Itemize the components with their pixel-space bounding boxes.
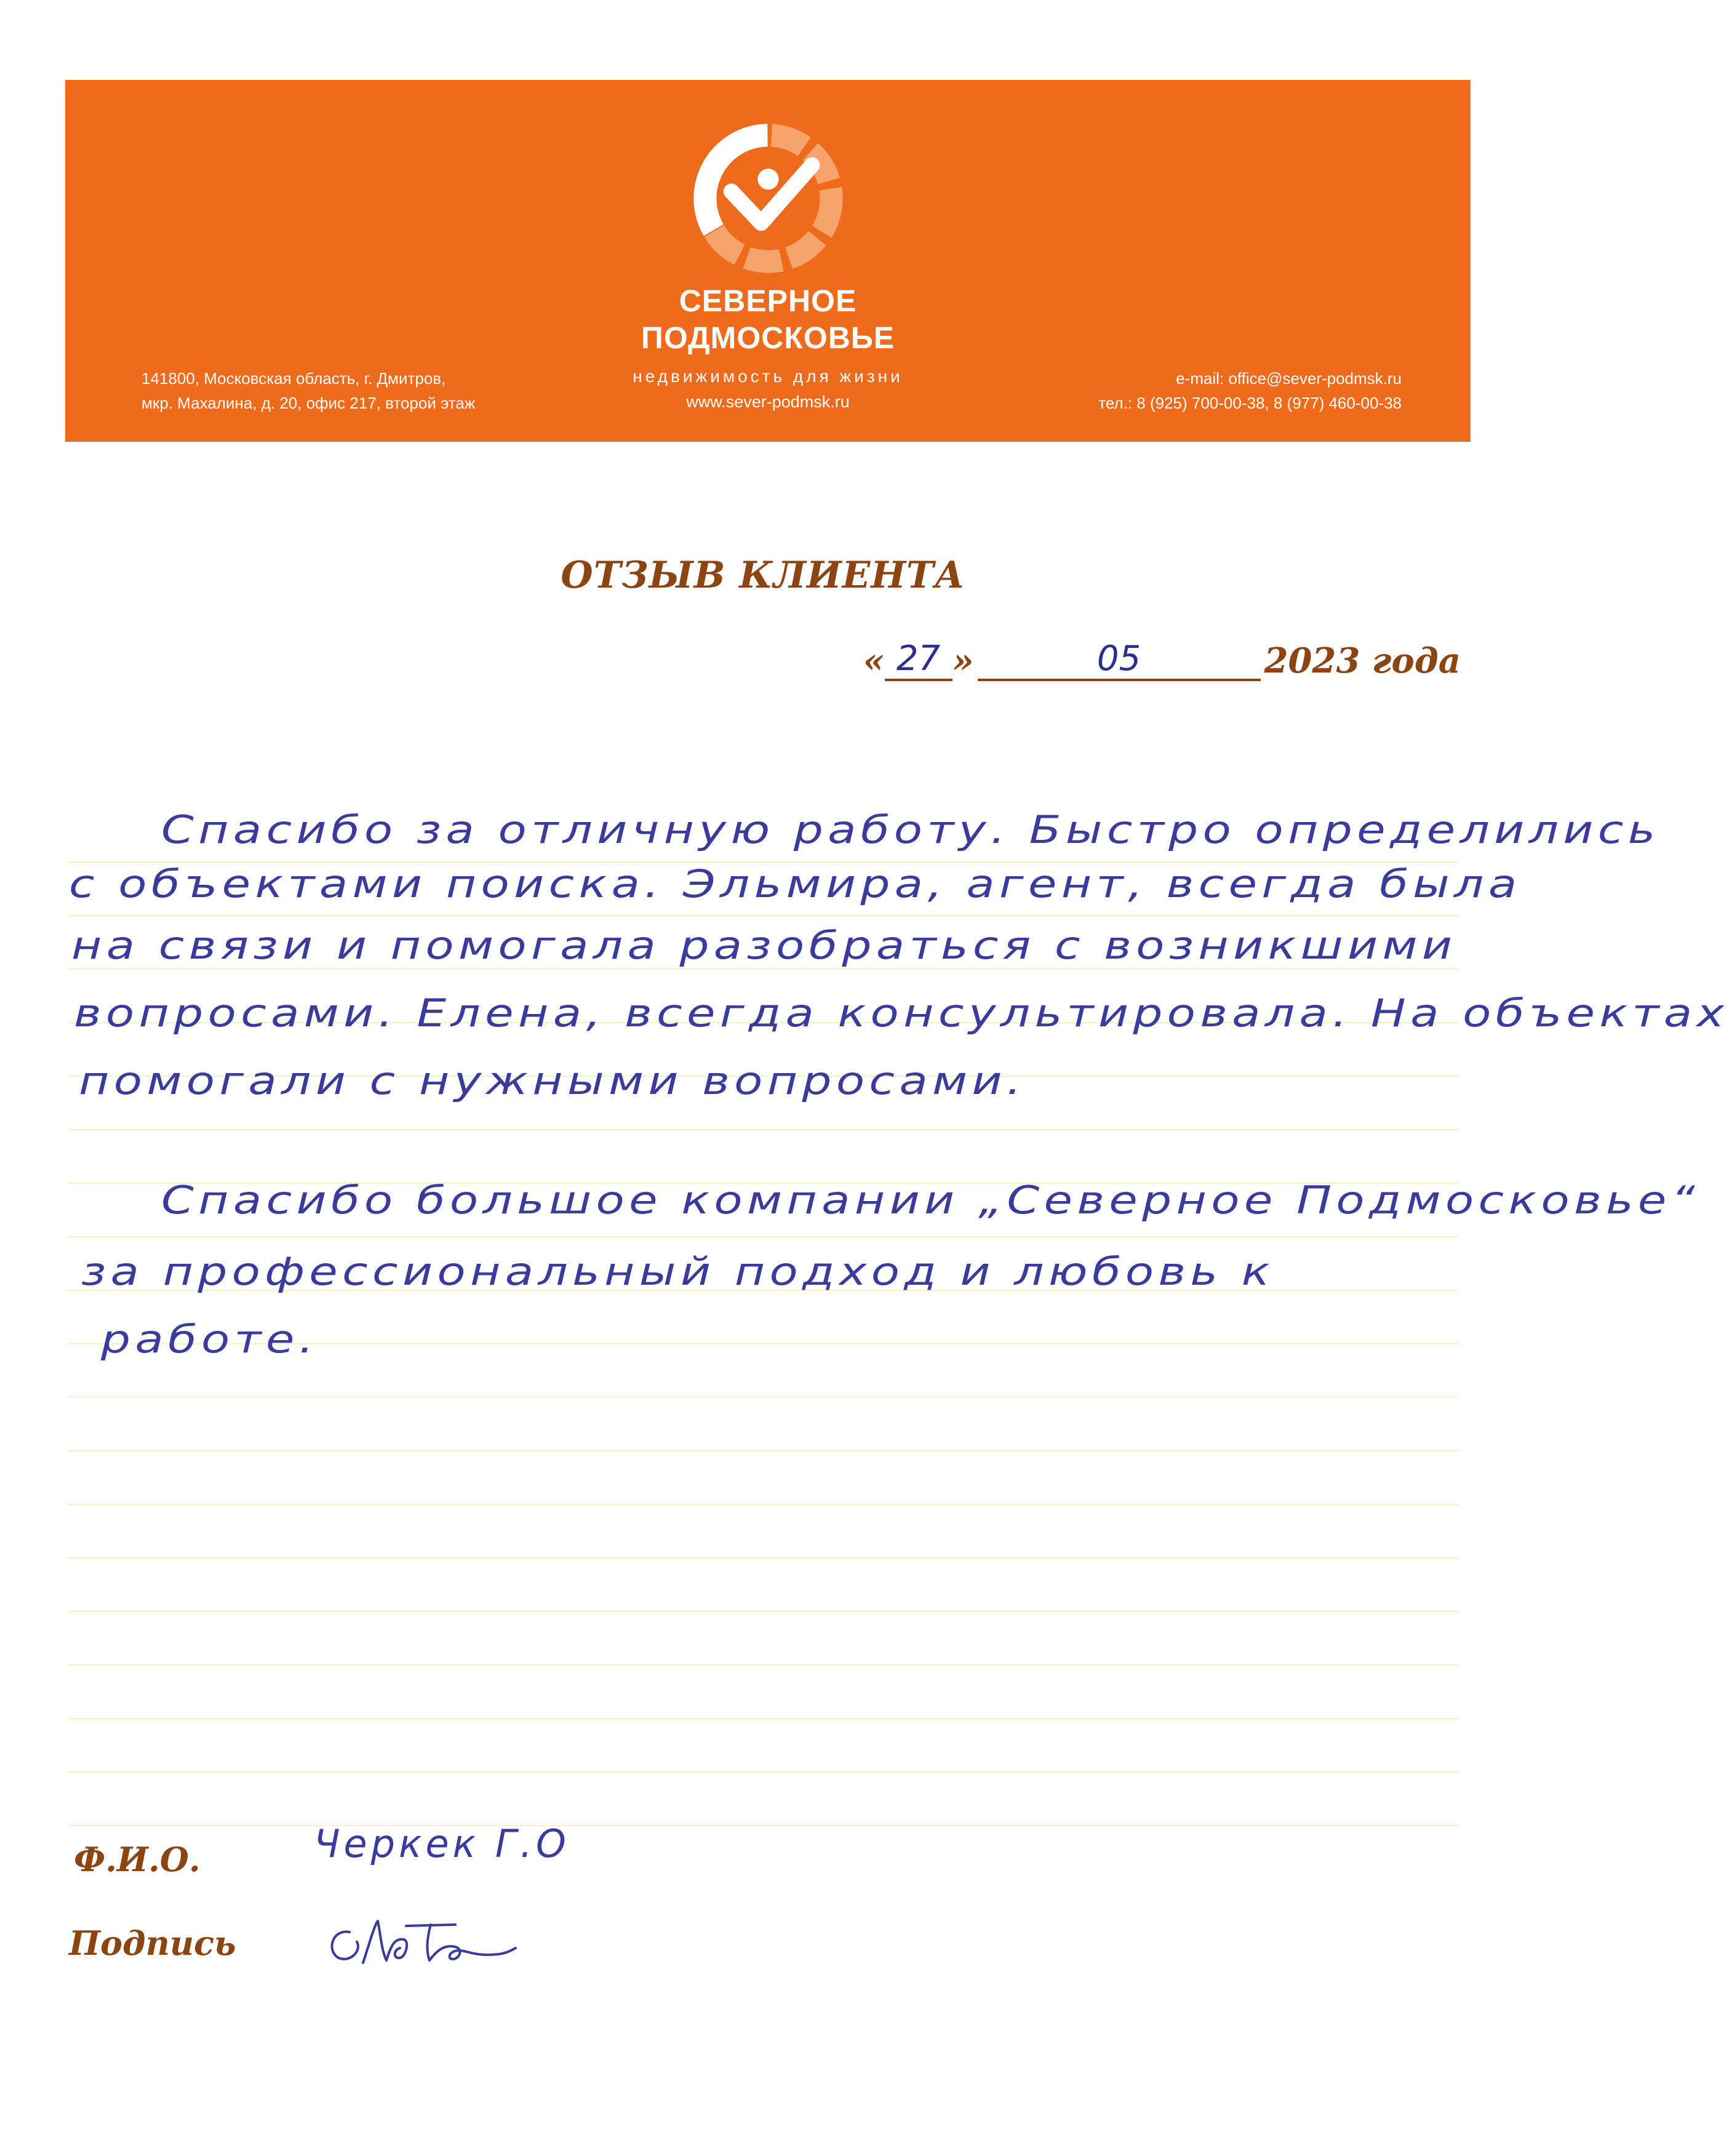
signature-label: Подпись bbox=[69, 1923, 236, 1963]
document-date bbox=[863, 639, 1461, 681]
email-line: e-mail: office@sever-podmsk.ru bbox=[1176, 369, 1402, 388]
date-month: 05 bbox=[978, 639, 1261, 681]
website-link: www.sever-podmsk.ru bbox=[686, 393, 850, 411]
ruled-line bbox=[68, 1236, 1458, 1237]
address-line-1: 141800, Московская область, г. Дмитров, bbox=[142, 369, 446, 388]
company-contacts bbox=[1098, 366, 1402, 415]
ruled-line bbox=[68, 1664, 1458, 1666]
brand-name-line1: СЕВЕРНОЕ bbox=[679, 284, 857, 318]
review-line-7: за профессиональный подход и любовь к bbox=[81, 1249, 1274, 1294]
review-line-5: помогали с нужными вопросами. bbox=[79, 1058, 1026, 1103]
ruled-line bbox=[68, 1611, 1458, 1612]
handwritten-signature-icon bbox=[314, 1907, 523, 1975]
review-line-2: с объектами поиска. Эльмира, агент, всегда была bbox=[69, 861, 1522, 906]
company-logo-icon bbox=[681, 111, 856, 286]
review-line-4: вопросами. Елена, всегда консультировала. На объектах bbox=[74, 991, 1729, 1036]
fio-label: Ф.И.О. bbox=[74, 1840, 201, 1879]
brand-name-line2: ПОДМОСКОВЬЕ bbox=[641, 321, 895, 355]
ruled-line bbox=[68, 1450, 1458, 1451]
review-line-3: на связи и помогала разобраться с возникшими bbox=[71, 923, 1457, 968]
date-close-quote: » bbox=[952, 641, 974, 681]
date-year: 2023 года bbox=[1264, 641, 1461, 681]
ruled-line bbox=[68, 1718, 1458, 1719]
phone-line: тел.: 8 (925) 700-00-38, 8 (977) 460-00-38 bbox=[1098, 394, 1402, 412]
ruled-line bbox=[68, 1771, 1458, 1773]
review-line-6: Спасибо большое компании „Северное Подмосковье“ bbox=[161, 1178, 1700, 1223]
document-title: ОТЗЫВ КЛИЕНТА bbox=[561, 554, 965, 597]
company-address bbox=[142, 366, 475, 415]
ruled-line bbox=[68, 915, 1458, 916]
date-day: 27 bbox=[885, 639, 952, 681]
review-line-1: Спасибо за отличную работу. Быстро определились bbox=[161, 807, 1660, 852]
address-line-2: мкр. Махалина, д. 20, офис 217, второй этаж bbox=[142, 394, 476, 412]
letterhead-banner bbox=[65, 80, 1471, 442]
review-line-8: работе. bbox=[101, 1317, 319, 1362]
fio-value: Черкек Г.О bbox=[314, 1821, 570, 1866]
ruled-line bbox=[68, 1557, 1458, 1559]
ruled-line bbox=[68, 1504, 1458, 1505]
ruled-line bbox=[68, 1397, 1458, 1398]
ruled-line bbox=[68, 1129, 1458, 1130]
ruled-line bbox=[68, 1825, 1458, 1826]
date-open-quote: « bbox=[863, 641, 885, 681]
brand-tagline: недвижимость для жизни bbox=[633, 367, 903, 386]
ruled-line bbox=[68, 968, 1458, 970]
